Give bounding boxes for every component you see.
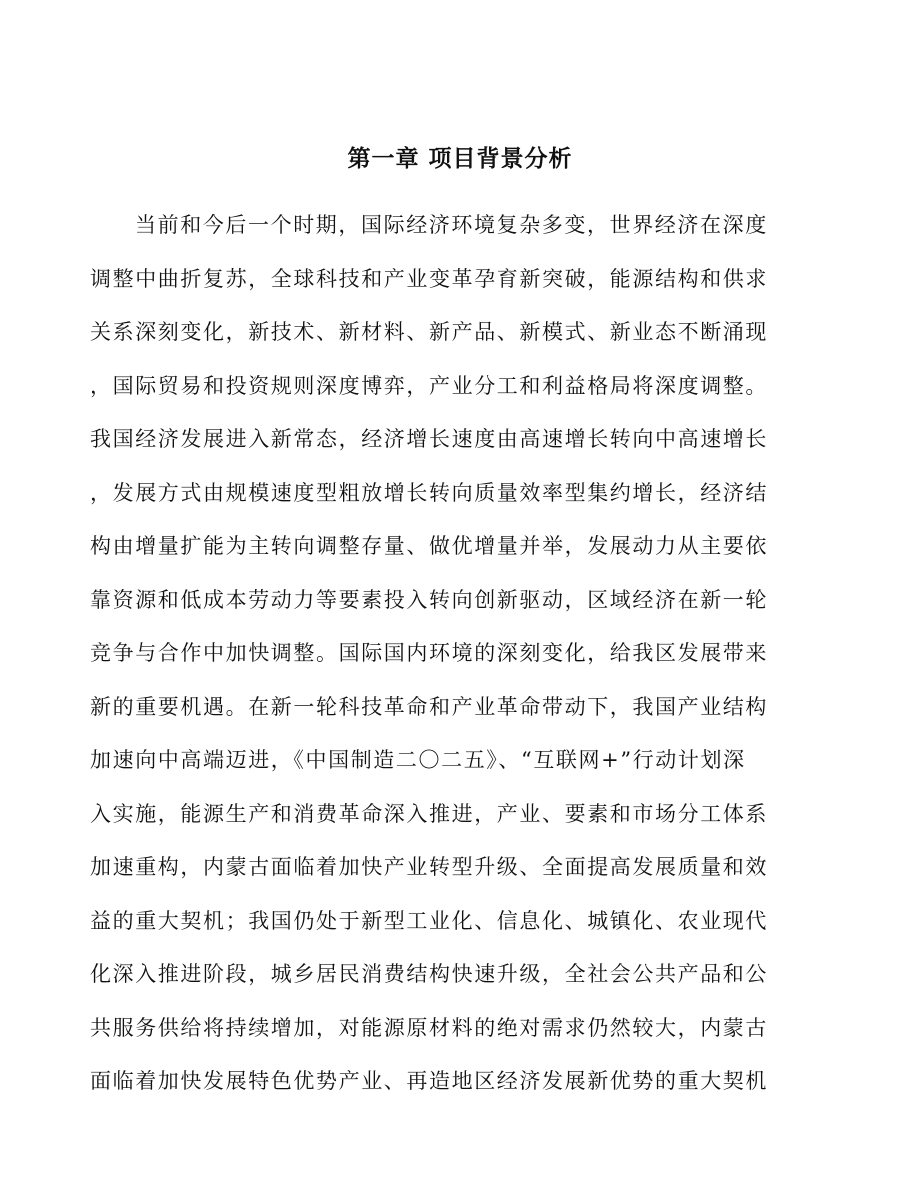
text-line-13: 加速重构，内蒙古面临着加快产业转型升级、全面提高发展质量和效 <box>90 855 768 879</box>
text-line-3: 关系深刻变化，新技术、新材料、新产品、新模式、新业态不断涌现 <box>90 320 768 344</box>
text-line-10: 新的重要机遇。在新一轮科技革命和产业革命带动下，我国产业结构 <box>90 694 768 719</box>
text-line-16: 共服务供给将持续增加，对能源原材料的绝对需求仍然较大，内蒙古 <box>90 1015 768 1040</box>
text-line-5: 我国经济发展进入新常态，经济增长速度由高速增长转向中高速增长 <box>90 427 768 451</box>
text-line-9: 竞争与合作中加快调整。国际国内环境的深刻变化，给我区发展带来 <box>90 641 768 665</box>
text-line-7: 构由增量扩能为主转向调整存量、做优增量并举，发展动力从主要依 <box>90 534 768 558</box>
body-paragraph <box>0 205 920 1115</box>
text-line-6: ，发展方式由规模速度型粗放增长转向质量效率型集约增长，经济结 <box>90 480 768 505</box>
text-line-2: 调整中曲折复苏，全球科技和产业变革孕育新突破，能源结构和供求 <box>90 266 768 291</box>
text-line-8: 靠资源和低成本劳动力等要素投入转向创新驱动，区域经济在新一轮 <box>90 587 768 612</box>
text-line-1: 当前和今后一个时期，国际经济环境复杂多变，世界经济在深度 <box>135 213 768 237</box>
chapter-title: 第一章 项目背景分析 <box>347 146 573 172</box>
text-line-15: 化深入推进阶段，城乡居民消费结构快速升级，全社会公共产品和公 <box>90 962 768 986</box>
text-line-11: 加速向中高端迈进，《中国制造二〇二五》、“互联网+”行动计划深 <box>90 748 746 772</box>
text-line-14: 益的重大契机；我国仍处于新型工业化、信息化、城镇化、农业现代 <box>90 908 768 933</box>
text-line-17: 面临着加快发展特色优势产业、再造地区经济发展新优势的重大契机 <box>90 1069 768 1093</box>
text-line-12: 入实施，能源生产和消费革命深入推进，产业、要素和市场分工体系 <box>90 801 768 826</box>
text-line-4: ，国际贸易和投资规则深度博弈，产业分工和利益格局将深度调整。 <box>90 373 768 398</box>
